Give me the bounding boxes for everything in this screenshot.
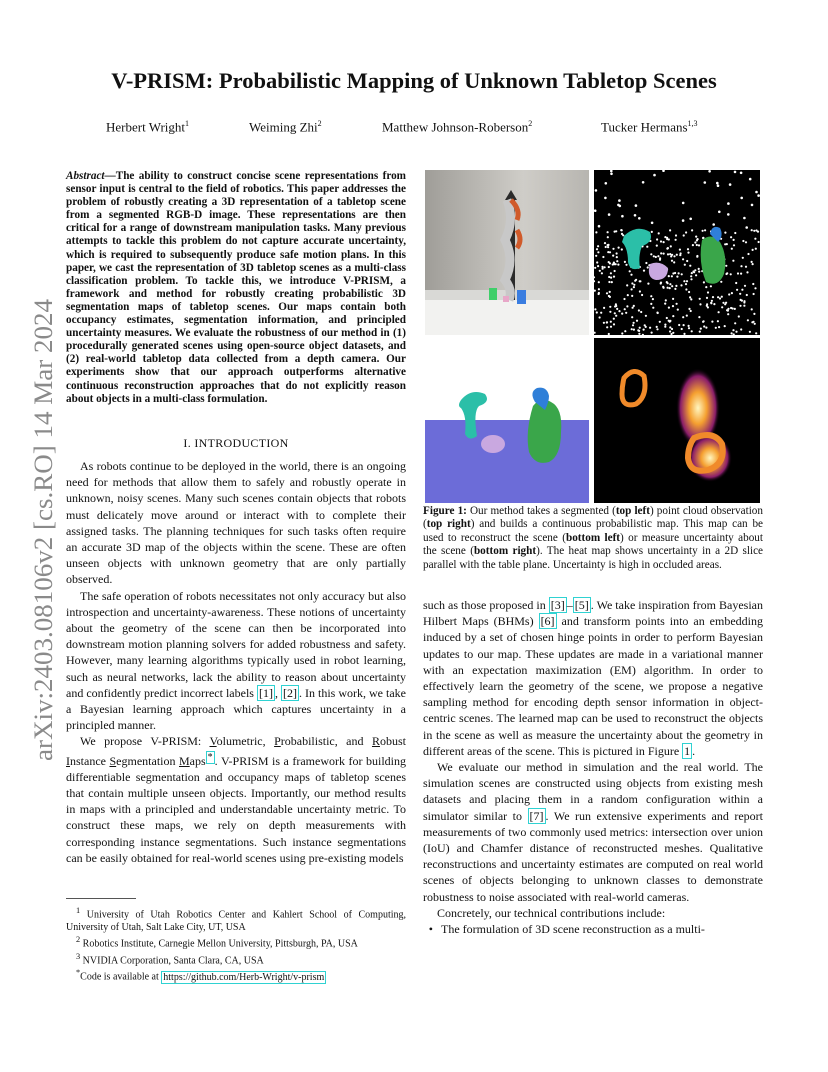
figure-panel-top-right xyxy=(594,170,760,335)
footnote-3: $^3$ NVIDIA Corporation, Santa Clara, CA, USA xyxy=(76,951,264,966)
footnote-2: $^2$ Robotics Institute, Carnegie Mellon University, Pittsburgh, PA, USA xyxy=(76,934,358,950)
abstract-label: Abstract xyxy=(66,170,105,182)
footnote-code: *Code is available at https://github.com/Herb-Wright/v-prism xyxy=(76,968,325,983)
section-heading: I. INTRODUCTION xyxy=(183,436,289,450)
footnote-1: $^1$ University of Utah Robotics Center and Kahlert School of Computing, University of Utah, Salt Lake City, UT, USA xyxy=(66,906,407,933)
bullet-dot-icon: • xyxy=(428,922,433,937)
paper-title: V-PRISM: Probabilistic Mapping of Unknown Tabletop Scenes xyxy=(111,68,717,93)
figure-panel-top-left xyxy=(425,170,589,335)
rgb-scene-photo xyxy=(425,170,589,335)
intro-paragraph-1: As robots continue to be deployed in the world, there is an ongoing need for methods that allow them to safely and robustly operate in unknown, noisy scenes. Many such scenes contain objects that robots must delicately move around or interact with to complete their assigned tasks. The planning techniques for such tasks often require an accurate 3D map of the objects within the scene. These are often unseen objects with unknown geometry that are only partially observed. xyxy=(66,459,406,587)
reconstruction-render xyxy=(425,338,589,503)
contribution-bullet: • The formulation of 3D scene reconstruction as a multi- xyxy=(423,921,763,937)
arxiv-stamp-text: arXiv:2403.08106v2 [cs.RO] 14 Mar 2024 xyxy=(29,316,58,761)
arxiv-stamp xyxy=(8,295,64,765)
author-4: Tucker Hermans$^{1,3}$ xyxy=(601,119,698,135)
citation-6[interactable]: [6] xyxy=(540,614,555,629)
intro-right-column xyxy=(423,597,763,937)
uncertainty-heatmap xyxy=(594,338,760,503)
author-1: Herbert Wright$^1$ xyxy=(106,119,190,135)
abstract-text: —The ability to construct concise scene representations from sensor input is central to the field of robotics. This paper addresses the problem of robustly creating a 3D representation of a tabletop scene from a segmented RGB-D image. These representations are then critical for a range of downstream manipulation tasks. Many previous attempts to tackle this problem do not capture accurate uncertainty, which is required to subsequently produce safe motion plans. In this paper, we cast the representation of 3D tabletop scenes as a multi-class classification problem. To tackle this, we introduce V-PRISM, a framework and method for robustly creating probabilistic 3D segmentation maps of tabletop scenes. Our maps contain both occupancy estimates, segmentation information, and principled uncertainty measures. We evaluate the robustness of our method in (1) procedurally generated scenes using open-source object datasets, and (2) real-world tabletop data collected from a depth camera. Our experiments show that our approach outperforms alternative continuous reconstruction approaches that do not explicitly reason about objects in a multi-class formulation. xyxy=(66,170,406,405)
abstract xyxy=(66,170,406,406)
figure-panel-bottom-right xyxy=(594,338,760,503)
footnote-rule xyxy=(66,898,136,899)
figure-panel-bottom-left xyxy=(425,338,589,503)
intro-paragraph-2: The safe operation of robots necessitates not only accuracy but also introspection and uncertainty-awareness. These notions of uncertainty about the geometry of the scene can then be incorporated into downstream motion planning solvers for added robustness and safety. However, many learning algorithms typically used in robot learning, such as neural networks, lack the ability to reason about uncertainty and confidently predict incorrect labels [1] , [2] . In this work, we take a Bayesian learning approach which captures uncertainty in a principled manner. xyxy=(66,588,407,733)
citation-3[interactable]: [3] xyxy=(550,598,565,612)
author-3: Matthew Johnson-Roberson$^2$ xyxy=(382,119,533,135)
code-footnote-mark[interactable]: * xyxy=(207,751,213,763)
citation-7[interactable]: [7] xyxy=(529,808,544,823)
citation-2[interactable]: [2] xyxy=(282,685,297,700)
intro-left-column xyxy=(66,458,406,866)
footnotes xyxy=(66,905,406,984)
intro-paragraph-3: We propose V-PRISM: Volumetric, Probabilistic, and Robust Instance Segmentation Maps * . V-PRISM is a framework for building differentiable segmentation and occupancy maps of tabletop scenes that contain multiple unseen objects. Importantly, our method results in maps with a principled and understandable uncertainty metric. To construct these maps, we rely on depth measurements with corresponding instance segmentations. Such instance segmentations can be easily obtained for real-world scenes using pre-existing models xyxy=(66,734,406,865)
citation-5[interactable]: [5] xyxy=(574,598,589,612)
figure-label: Figure 1: xyxy=(423,505,467,517)
right-paragraph-3: Concretely, our technical contributions include: xyxy=(437,905,666,920)
right-paragraph-1: such as those proposed in [3] – [5] . We take inspiration from Bayesian Hilbert Maps (BHMs) [6] and transform points into an embedding induced by a set of chosen hinge points in order to perform Bayesian updates to our map. These updates are made in a variational manner with an expectation maximization (EM) algorithm. In order to effectively learn the geometry of the scene, we propose a negative sampling method for encoding depth sensor information in object-centric scenes. The learned map can be used to reconstruct the objects in the scene as well as measure the uncertainty about the geometry in different areas of the scene. This is pictured in Figure 1 . xyxy=(423,598,763,758)
code-link[interactable]: https://github.com/Herb-Wright/v-prism xyxy=(163,971,325,983)
figure-ref-1[interactable]: 1 xyxy=(684,743,691,758)
citation-1[interactable]: [1] xyxy=(258,685,273,700)
point-cloud-observation xyxy=(594,170,760,335)
right-paragraph-2: We evaluate our method in simulation and the real world. The simulation scenes are constructed using objects from existing mesh datasets and placing them in a random configuration within a simulator similar to [7] . We run extensive experiments and report measurements of two commonly used metrics: intersection over union (IoU) and Chamfer distance of reconstructed meshes. Qualitative reconstructions and uncertainty estimates are computed on real world scenes of objects belonging to unknown classes to demonstrate robustness to noise associated with real-world cameras. xyxy=(423,760,763,904)
figure-caption: Figure 1: Our method takes a segmented (top left) point cloud observation (top right) and builds a continuous probabilistic map. This map can be used to reconstruct the scene (bottom left) or measure uncertainty about the scene (bottom right). The heat map shows uncertainty in a 2D slice parallel with the table plane. Uncertainty is high in occluded areas. xyxy=(423,505,764,571)
author-2: Weiming Zhi$^2$ xyxy=(249,119,322,135)
